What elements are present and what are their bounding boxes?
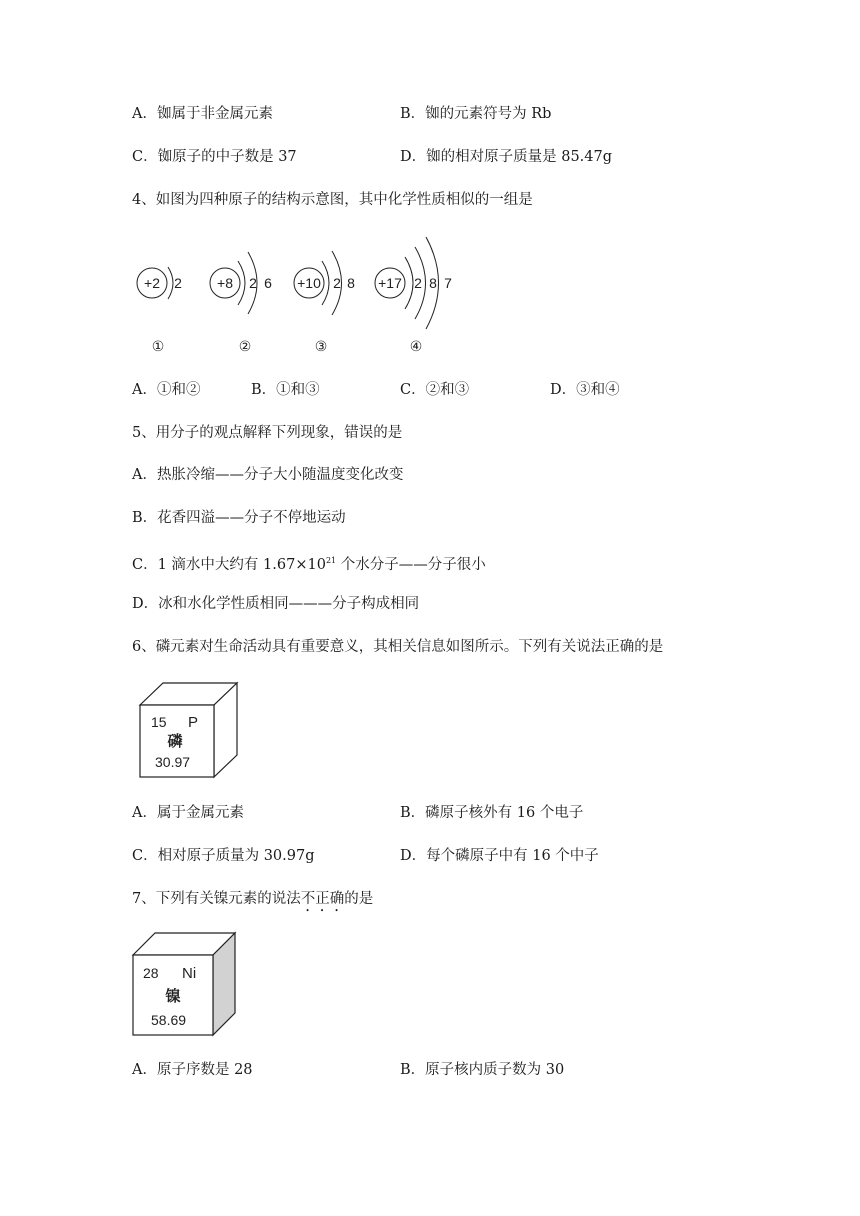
q7-option-b: B．原子核内质子数为 30	[400, 1062, 565, 1078]
atom4-shell2: 8	[429, 275, 437, 291]
q7-stem-text: 7、下列有关镍元素的说法	[132, 891, 301, 907]
p-atomic-mass: 30.97	[155, 754, 191, 770]
ni-symbol: Ni	[182, 965, 197, 982]
atom1-label: ①	[151, 338, 165, 354]
q7-stem-tail: 的是	[344, 891, 374, 907]
atom4-shell3: 7	[444, 275, 452, 291]
q5-option-c-text: C．1 滴水中大约有 1.67×10	[132, 557, 326, 573]
ni-atomic-number: 28	[143, 965, 159, 981]
q3-option-a: A．铷属于非金属元素	[132, 106, 273, 122]
q5-option-d: D．冰和水化学性质相同———分子构成相同	[132, 596, 420, 612]
atom4-nucleus: +17	[378, 275, 402, 291]
q4-option-c: C．②和③	[400, 382, 470, 398]
q5-option-b: B．花香四溢——分子不停地运动	[132, 510, 346, 526]
ni-atomic-mass: 58.69	[151, 1012, 187, 1028]
atom2-shell2: 6	[264, 275, 272, 291]
atom4-label: ④	[409, 338, 423, 354]
q3-option-c: C．铷原子的中子数是 37	[132, 149, 297, 165]
q5-option-c-tail: 个水分子——分子很小	[336, 557, 486, 573]
q6-option-a: A．属于金属元素	[132, 805, 244, 821]
q6-option-c: C．相对原子质量为 30.97g	[132, 848, 315, 864]
ni-name: 镍	[165, 988, 181, 1005]
atom1-shell1: 2	[174, 275, 182, 291]
p-symbol: P	[188, 714, 199, 731]
q5-option-a: A．热胀冷缩——分子大小随温度变化改变	[132, 467, 404, 483]
q4-option-b: B．①和③	[251, 382, 320, 398]
q4-option-d: D．③和④	[550, 382, 620, 398]
q7-stem-emphasis: 不正确	[300, 891, 345, 907]
q6-option-b: B．磷原子核外有 16 个电子	[400, 805, 584, 821]
atom3-label: ③	[314, 338, 328, 354]
atom3-nucleus: +10	[297, 275, 321, 291]
q4-option-a: A．①和②	[132, 382, 201, 398]
nickel-element-cell	[128, 930, 248, 1040]
atom3-shell1: 2	[333, 275, 341, 291]
q5-option-c-exponent: 21	[325, 556, 337, 565]
p-name: 磷	[167, 733, 183, 750]
atom2-nucleus: +8	[217, 275, 233, 291]
atom2-label: ②	[238, 338, 252, 354]
atom4-shell1: 2	[414, 275, 422, 291]
q3-option-d: D．铷的相对原子质量是 85.47g	[400, 149, 613, 165]
q7-option-a: A．原子序数是 28	[132, 1062, 253, 1078]
q6-stem: 6、磷元素对生命活动具有重要意义，其相关信息如图所示。下列有关说法正确的是	[132, 639, 664, 655]
atom1-nucleus: +2	[144, 275, 160, 291]
p-atomic-number: 15	[151, 714, 167, 730]
q4-stem: 4、如图为四种原子的结构示意图，其中化学性质相似的一组是	[132, 192, 533, 208]
atom3-shell2: 8	[347, 275, 355, 291]
atomic-structure-diagram	[0, 230, 860, 360]
q5-stem: 5、用分子的观点解释下列现象，错误的是	[132, 425, 403, 441]
atom2-shell1: 2	[249, 275, 257, 291]
q3-option-b: B．铷的元素符号为 Rb	[400, 106, 552, 122]
phosphorus-element-cell	[130, 680, 260, 790]
q6-option-d: D．每个磷原子中有 16 个中子	[400, 848, 599, 864]
q7-stem	[132, 889, 373, 915]
q5-option-c	[132, 551, 486, 575]
